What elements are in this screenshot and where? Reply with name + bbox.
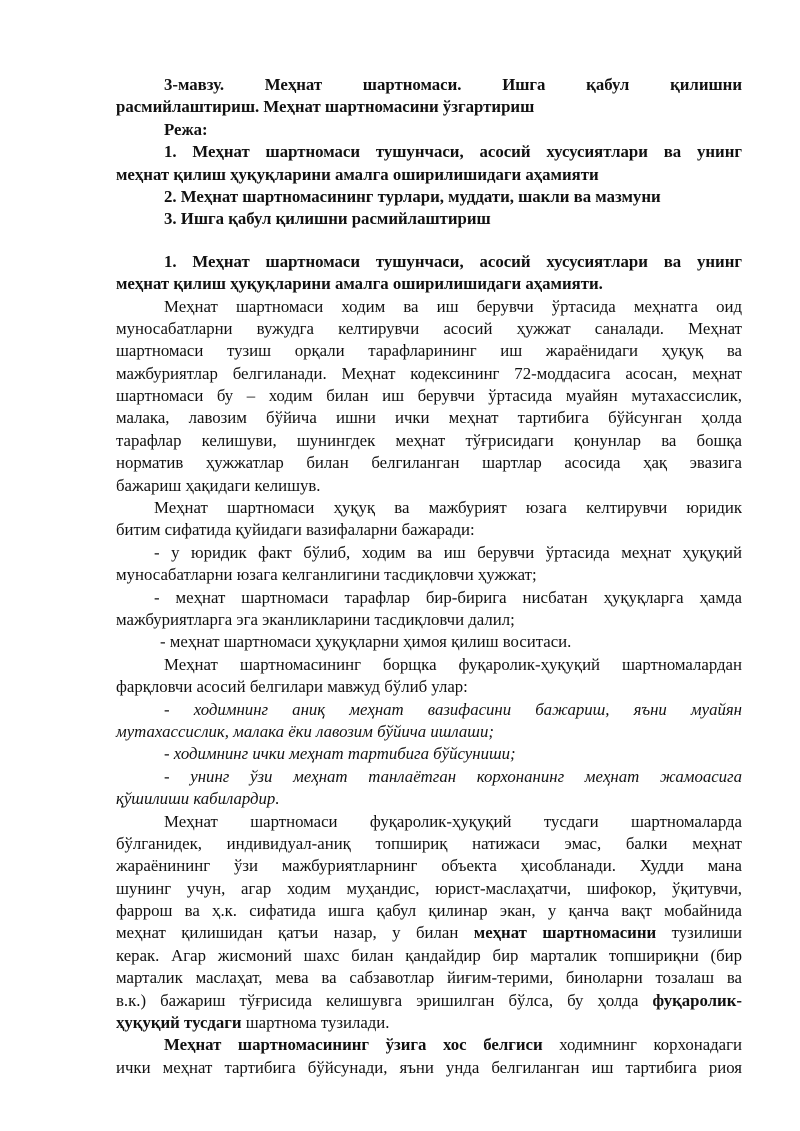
- paragraph-line: норматив ҳужжатлар билан белгиланган шартлар асосида ҳақ эвазига: [116, 453, 742, 473]
- plan-item-line: 1. Меҳнат шартномаси тушунчаси, асосий хусусиятлари ва унинг: [164, 142, 742, 162]
- bold-segment: ҳуқуқий тусдаги: [116, 1013, 242, 1033]
- paragraph-line: - ходимнинг ички меҳнат тартибига бўйсуниши;: [164, 744, 516, 764]
- plan-item-line: 3. Ишга қабул қилишни расмийлаштириш: [164, 209, 491, 229]
- paragraph-line: Меҳнат шартномасининг борщка фуқаролик-ҳуқуқий шартномалардан: [164, 654, 742, 674]
- paragraph-line: муносабатларни вужудга келтирувчи асосий ҳужжат саналади. Меҳнат: [116, 318, 742, 338]
- text-segment: ходимнинг корхонадаги: [542, 1035, 742, 1055]
- text-segment: в.к.) бажариш тўғрисида келишувга эришилган бўлса, бу ҳолда: [116, 990, 653, 1010]
- section-title-line: меҳнат қилиш ҳуқуқларини амалга оширилишидаги аҳамияти.: [116, 274, 603, 294]
- paragraph-line: тарафлар келишуви, шунингдек меҳнат тўғрисидаги қонунлар ва бошқа: [116, 430, 742, 450]
- bold-segment: Меҳнат шартномасининг ўзига хос белгиси: [164, 1035, 543, 1055]
- paragraph-line: шунинг учун, агар ходим муҳандис, юрист-маслаҳатчи, шифокор, ўқитувчи,: [116, 878, 742, 898]
- paragraph-line: ички меҳнат тартибига бўйсунади, яъни унда белгиланган иш тартибига риоя: [116, 1057, 742, 1077]
- text-segment: шартнома тузилади.: [241, 1013, 390, 1033]
- paragraph-line: - у юридик факт бўлиб, ходим ва иш берувчи ўртасида меҳнат ҳуқуқий: [154, 542, 742, 562]
- paragraph-line: Меҳнат шартномаси фуқаролик-ҳуқуқий тусдаги шартномаларда: [164, 811, 742, 831]
- text-segment: тузилиши: [656, 923, 742, 943]
- paragraph-line: - меҳнат шартномаси ҳуқуқларни ҳимоя қилиш воситаси.: [160, 632, 572, 652]
- paragraph-line: - ходимнинг аниқ меҳнат вазифасини бажариш, яъни муайян: [164, 699, 742, 719]
- paragraph-line: мутахассислик, малака ёки лавозим бўйича ишлаши;: [116, 721, 494, 741]
- paragraph-line: [116, 922, 742, 944]
- section-title-line: 1. Меҳнат шартномаси тушунчаси, асосий хусусиятлари ва унинг: [164, 251, 742, 271]
- bold-segment: меҳнат шартномасини: [473, 923, 657, 943]
- paragraph-line: жараёнининг ўзи мажбуриятларнинг объекта ҳисобланади. Худди мана: [116, 856, 742, 876]
- paragraph-line: [116, 1034, 742, 1056]
- paragraph-line: малака, лавозим бўйича ишни ички меҳнат тартибига бўйсунган ҳолда: [116, 408, 742, 428]
- paragraph-line: муносабатларни юзага келганлигини тасдиқловчи ҳужжат;: [116, 565, 537, 585]
- topic-title-line: 3-мавзу. Меҳнат шартномаси. Ишга қабул қилишни: [164, 75, 742, 94]
- document-content: [116, 74, 742, 1079]
- plan-title: Режа:: [164, 119, 208, 139]
- topic-title-line: расмийлаштириш. Меҳнат шартномасини ўзгартириш: [116, 97, 535, 117]
- paragraph-line: керак. Агар жисмоний шахс билан қандайдир бир марталик топшириқни (бир: [116, 945, 742, 965]
- paragraph-line: битим сифатида қуйидаги вазифаларни бажаради:: [116, 520, 475, 540]
- paragraph-line: - унинг ўзи меҳнат танлаётган корхонанинг меҳнат жамоасига: [164, 766, 742, 786]
- paragraph-line: фаррош ва ҳ.к. сифатида ишга қабул қилинар экан, у қанча вақт мобайнида: [116, 901, 742, 921]
- plan-item-line: меҳнат қилиш ҳуқуқларини амалга оширилишидаги аҳамияти: [116, 164, 599, 184]
- paragraph-line: фарқловчи асосий белгилари мавжуд бўлиб улар:: [116, 677, 468, 697]
- paragraph-line: Меҳнат шартномаси ҳуқуқ ва мажбурият юзага келтирувчи юридик: [154, 498, 742, 518]
- paragraph-line: бўлганидек, индивидуал-аниқ топшириқ натижаси эмас, балки меҳнат: [116, 833, 742, 853]
- paragraph-line: шартномаси тузиш орқали тарафларининг иш жараёнидаги ҳуқуқ ва: [116, 341, 742, 361]
- paragraph-line: бажариш ҳақидаги келишув.: [116, 475, 321, 495]
- paragraph-line: мажбуриятларга эга эканликларини тасдиқловчи далил;: [116, 609, 515, 629]
- paragraph-line: - меҳнат шартномаси тарафлар бир-бирига нисбатан ҳуқуқларга ҳамда: [154, 587, 742, 607]
- paragraph-line: мажбуриятлар белгиланади. Меҳнат кодексининг 72-моддасига асосан, меҳнат: [116, 363, 742, 383]
- paragraph-line: қўшилиши кабилардир.: [116, 789, 280, 809]
- paragraph-line: Меҳнат шартномаси ходим ва иш берувчи ўртасида меҳнатга оид: [164, 296, 742, 316]
- plan-item-line: 2. Меҳнат шартномасининг турлари, муддати, шакли ва мазмуни: [164, 186, 661, 206]
- paragraph-line: [116, 1012, 742, 1034]
- bold-segment: фуқаролик-: [652, 990, 742, 1010]
- spacer: [116, 231, 742, 251]
- paragraph-line: шартномаси бу – ходим билан иш берувчи ўртасида муайян мутахассислик,: [116, 386, 742, 406]
- paragraph-line: [116, 990, 742, 1012]
- paragraph-line: марталик маслаҳат, мева ва сабзавотлар йиғим-терими, биноларни тозалаш ва: [116, 968, 742, 988]
- text-segment: меҳнат қилишидан қатъи назар, у билан: [116, 923, 474, 943]
